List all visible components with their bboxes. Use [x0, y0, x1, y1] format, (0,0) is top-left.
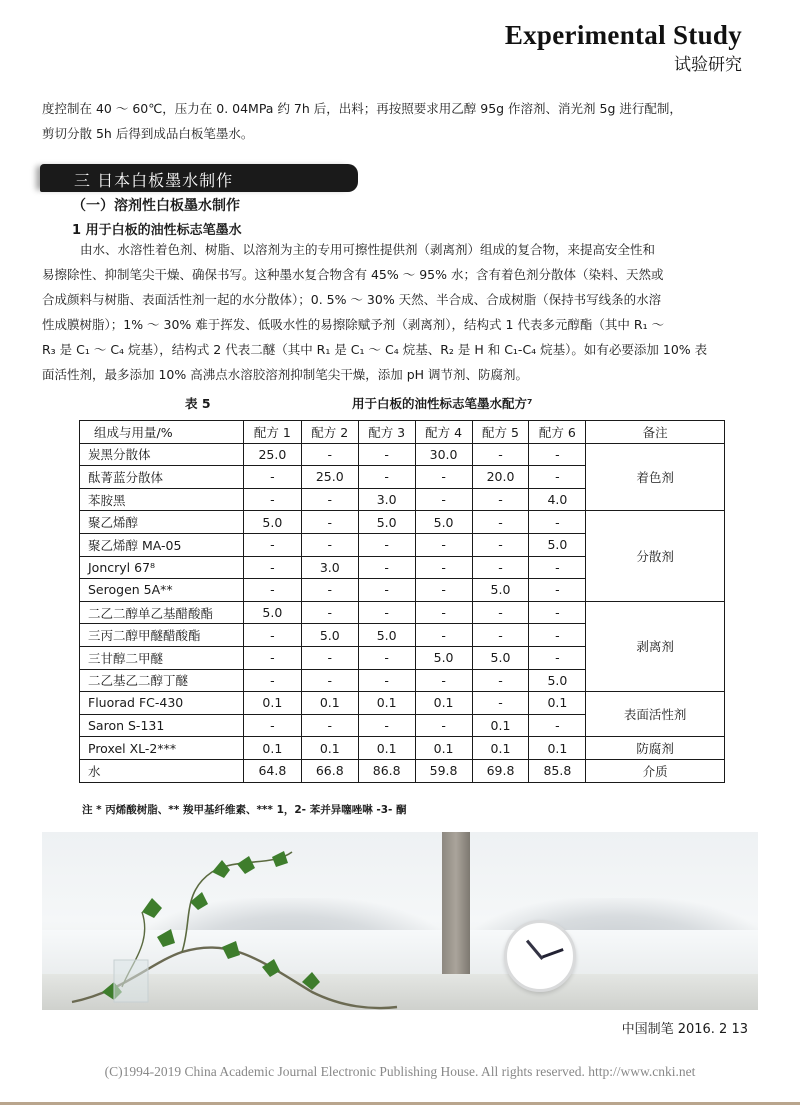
component-name-cell: 苯胺黑	[80, 488, 244, 511]
table-caption-title: 用于白板的油性标志笔墨水配方⁷	[352, 396, 533, 411]
body-paragraph-cont	[42, 262, 758, 387]
value-cell: -	[301, 646, 358, 669]
body-line: 合成颜料与树脂、表面活性剂一起的水分散体）；0. 5% ～ 30% 天然、半合成、合成树脂（保持书写线条的水溶	[42, 292, 662, 307]
value-cell: -	[472, 692, 529, 715]
value-cell: 25.0	[243, 443, 301, 466]
value-cell: -	[243, 646, 301, 669]
value-cell: -	[472, 601, 529, 624]
value-cell: -	[415, 601, 472, 624]
value-cell: -	[529, 556, 586, 579]
value-cell: -	[472, 556, 529, 579]
value-cell: -	[529, 714, 586, 737]
value-cell: -	[243, 488, 301, 511]
value-cell: -	[529, 466, 586, 489]
value-cell: 5.0	[243, 601, 301, 624]
remark-cell: 介质	[586, 759, 725, 782]
value-cell: 69.8	[472, 759, 529, 782]
value-cell: -	[243, 556, 301, 579]
component-name-cell: 三甘醇二甲醚	[80, 646, 244, 669]
value-cell: 0.1	[301, 692, 358, 715]
decorative-photo	[42, 832, 758, 1010]
component-name-cell: 二乙二醇单乙基醋酸酯	[80, 601, 244, 624]
value-cell: -	[472, 624, 529, 647]
value-cell: 59.8	[415, 759, 472, 782]
value-cell: 5.0	[472, 579, 529, 602]
value-cell: 5.0	[472, 646, 529, 669]
body-line: 易擦除性、抑制笔尖干燥、确保书写。这种墨水复合物含有 45% ～ 95% 水；含有着色剂分散体（染料、天然或	[42, 267, 664, 282]
value-cell: 5.0	[358, 624, 415, 647]
value-cell: -	[529, 601, 586, 624]
value-cell: 0.1	[243, 737, 301, 760]
value-cell: -	[472, 488, 529, 511]
value-cell: -	[243, 533, 301, 556]
remark-cell: 表面活性剂	[586, 692, 725, 737]
value-cell: -	[358, 466, 415, 489]
value-cell: -	[301, 601, 358, 624]
value-cell: 4.0	[529, 488, 586, 511]
value-cell: -	[301, 714, 358, 737]
component-name-cell: Joncryl 67⁸	[80, 556, 244, 579]
component-name-cell: Proxel XL-2***	[80, 737, 244, 760]
table-header-row	[80, 421, 725, 444]
value-cell: 3.0	[358, 488, 415, 511]
value-cell: -	[358, 714, 415, 737]
value-cell: -	[358, 556, 415, 579]
section-title: 三 日本白板墨水制作	[74, 171, 234, 190]
value-cell: -	[301, 669, 358, 692]
value-cell: -	[529, 511, 586, 534]
value-cell: 3.0	[301, 556, 358, 579]
table-row	[80, 737, 725, 760]
value-cell: -	[415, 488, 472, 511]
value-cell: -	[415, 624, 472, 647]
value-cell: 5.0	[243, 511, 301, 534]
value-cell: -	[301, 488, 358, 511]
value-cell: -	[358, 443, 415, 466]
value-cell: -	[301, 579, 358, 602]
body-line: 性成膜树脂）；1% ～ 30% 难于挥发、低吸水性的易擦除赋予剂（剥离剂），结构式 1 代表多元醇酯（其中 R₁ ～	[42, 317, 665, 332]
value-cell: 0.1	[529, 737, 586, 760]
clock-icon	[504, 920, 576, 992]
value-cell: 0.1	[529, 692, 586, 715]
value-cell: -	[358, 579, 415, 602]
value-cell: -	[243, 714, 301, 737]
value-cell: -	[415, 556, 472, 579]
remark-cell: 防腐剂	[586, 737, 725, 760]
value-cell: 25.0	[301, 466, 358, 489]
value-cell: 5.0	[529, 533, 586, 556]
value-cell: 86.8	[358, 759, 415, 782]
column-header: 配方 1	[243, 421, 301, 444]
value-cell: 0.1	[415, 737, 472, 760]
value-cell: 20.0	[472, 466, 529, 489]
component-name-cell: 二乙基乙二醇丁醚	[80, 669, 244, 692]
value-cell: 5.0	[358, 511, 415, 534]
value-cell: 5.0	[415, 511, 472, 534]
table-row	[80, 759, 725, 782]
value-cell: 5.0	[529, 669, 586, 692]
formula-table	[79, 420, 725, 783]
column-header: 配方 4	[415, 421, 472, 444]
value-cell: -	[358, 646, 415, 669]
column-header: 配方 5	[472, 421, 529, 444]
value-cell: 0.1	[243, 692, 301, 715]
value-cell: 0.1	[472, 714, 529, 737]
value-cell: -	[529, 443, 586, 466]
component-name-cell: Fluorad FC-430	[80, 692, 244, 715]
body-line: R₃ 是 C₁ ～ C₄ 烷基），结构式 2 代表二醚（其中 R₁ 是 C₁ ～ C₄ 烷基、R₂ 是 H 和 C₁-C₄ 烷基）。如有必要添加 10% 表	[42, 342, 708, 357]
section-title-bar	[40, 164, 358, 192]
value-cell: -	[472, 669, 529, 692]
component-name-cell: 聚乙烯醇 MA-05	[80, 533, 244, 556]
value-cell: -	[243, 669, 301, 692]
column-header: 组成与用量/%	[80, 421, 244, 444]
value-cell: -	[243, 579, 301, 602]
value-cell: -	[415, 533, 472, 556]
value-cell: -	[415, 669, 472, 692]
table-caption-number: 表 5	[185, 396, 211, 411]
value-cell: 66.8	[301, 759, 358, 782]
value-cell: -	[243, 624, 301, 647]
value-cell: -	[472, 533, 529, 556]
ivy-plant-illustration	[62, 842, 402, 1010]
value-cell: 0.1	[415, 692, 472, 715]
value-cell: -	[472, 511, 529, 534]
value-cell: 0.1	[301, 737, 358, 760]
value-cell: -	[415, 714, 472, 737]
subsection-heading: （一）溶剂性白板墨水制作	[72, 198, 240, 214]
value-cell: 85.8	[529, 759, 586, 782]
value-cell: 0.1	[358, 692, 415, 715]
table-row	[80, 601, 725, 624]
intro-paragraph	[42, 96, 758, 146]
value-cell: -	[529, 579, 586, 602]
body-paragraph	[80, 237, 760, 262]
remark-cell: 着色剂	[586, 443, 725, 511]
column-header: 备注	[586, 421, 725, 444]
value-cell: -	[415, 466, 472, 489]
intro-line: 度控制在 40 ～ 60℃，压力在 0. 04MPa 约 7h 后，出料；再按照要求用乙醇 95g 作溶剂、消光剂 5g 进行配制，	[42, 101, 682, 116]
table-footnote: 注 * 丙烯酸树脂、** 羧甲基纤维素、*** 1，2- 苯并异噻唑啉 -3- 酮	[82, 804, 407, 816]
copyright-notice: (C)1994-2019 China Academic Journal Electronic Publishing House. All rights reserved. http://www.cnki.net	[104, 1064, 696, 1079]
column-header: 配方 2	[301, 421, 358, 444]
value-cell: -	[358, 669, 415, 692]
value-cell: -	[301, 443, 358, 466]
header-title-zh: 试验研究	[674, 55, 742, 75]
value-cell: -	[243, 466, 301, 489]
column-header: 配方 3	[358, 421, 415, 444]
page-info: 中国制笔 2016. 2 13	[621, 1022, 748, 1037]
value-cell: -	[358, 601, 415, 624]
component-name-cell: 水	[80, 759, 244, 782]
value-cell: -	[301, 533, 358, 556]
value-cell: -	[472, 443, 529, 466]
value-cell: -	[358, 533, 415, 556]
header-title-en: Experimental Study	[504, 20, 742, 50]
column-header: 配方 6	[529, 421, 586, 444]
body-line: 面活性剂，最多添加 10% 高沸点水溶胶溶剂抑制笔尖干燥，添加 pH 调节剂、防腐剂。	[42, 367, 529, 382]
value-cell: -	[301, 511, 358, 534]
remark-cell: 分散剂	[586, 511, 725, 601]
value-cell: 0.1	[472, 737, 529, 760]
component-name-cell: Saron S-131	[80, 714, 244, 737]
component-name-cell: 三丙二醇甲醚醋酸酯	[80, 624, 244, 647]
table-row	[80, 511, 725, 534]
window-frame	[442, 832, 470, 982]
sub-subsection-heading: 1 用于白板的油性标志笔墨水	[72, 223, 242, 238]
table-row	[80, 443, 725, 466]
table-row	[80, 692, 725, 715]
component-name-cell: Serogen 5A**	[80, 579, 244, 602]
value-cell: 5.0	[415, 646, 472, 669]
remark-cell: 剥离剂	[586, 601, 725, 691]
body-line: 由水、水溶性着色剂、树脂、以溶剂为主的专用可擦性提供剂（剥离剂）组成的复合物，来提高安全性和	[80, 242, 656, 257]
value-cell: 5.0	[301, 624, 358, 647]
component-name-cell: 炭黑分散体	[80, 443, 244, 466]
value-cell: -	[529, 624, 586, 647]
intro-line: 剪切分散 5h 后得到成品白板笔墨水。	[42, 126, 254, 141]
bottom-divider	[0, 1102, 800, 1105]
value-cell: 0.1	[358, 737, 415, 760]
component-name-cell: 聚乙烯醇	[80, 511, 244, 534]
value-cell: 30.0	[415, 443, 472, 466]
value-cell: 64.8	[243, 759, 301, 782]
value-cell: -	[529, 646, 586, 669]
value-cell: -	[415, 579, 472, 602]
component-name-cell: 酞菁蓝分散体	[80, 466, 244, 489]
